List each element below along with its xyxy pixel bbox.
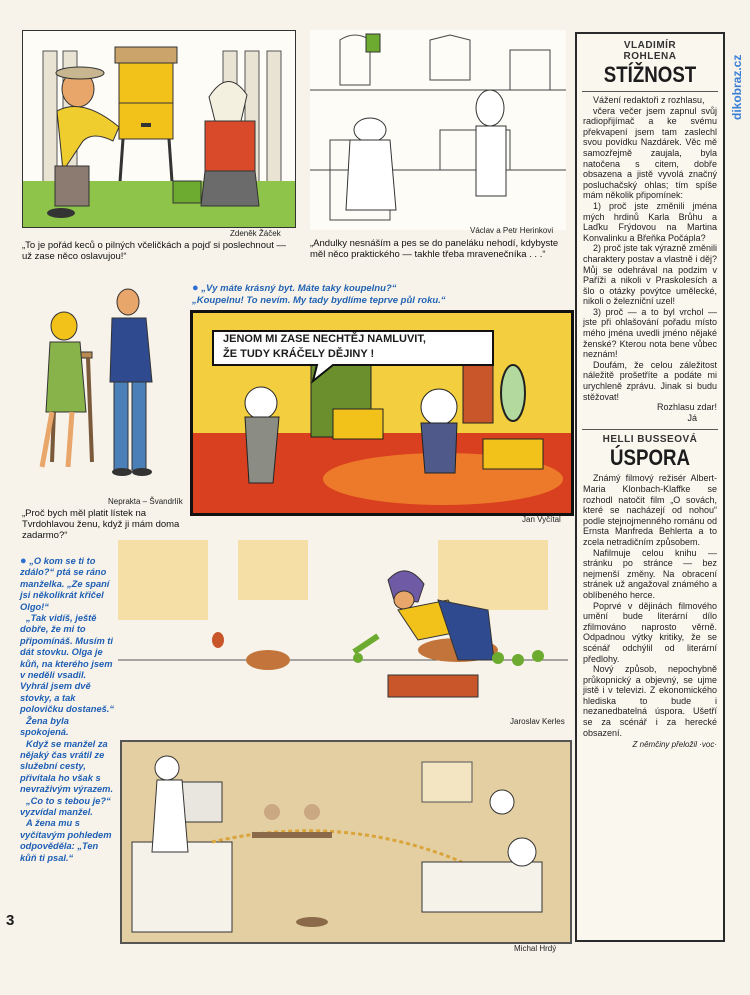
uspora-para-1: Známý filmový režisér Albert-Maria Klonbach-Klaffke se rozhodl natočit film „O sovách, které se nacházejí od nohou“ podle stejnojmenného románu od Ernsta Manfreda Behlerta a to zcela netradičním způsobem. [583,473,717,547]
stiznost-para-4: 2) proč jste tak výrazně změnili charaktery postav a vlastně i děj? Můj se odehrával na podzim v Paříži a nikoli v Praskolesích a šlo o otázky povýtce umělecké, nikoli o železniční uzel! [583,243,717,307]
cartoon-garden [118,540,568,715]
speech-balloon-text-2: ŽE TUDY KRÁČELY DĚJINY ! [223,348,375,360]
story-uspora-body [577,473,723,750]
stiznost-para-3: 1) proč jste změnili jména mých hrdinů Karla Brůhu a Laďku Frýdovou na Martina Konvalinku a Břeňka Počápla? [583,200,717,243]
joke-para-3: Žena byla spokojená. [20,715,69,738]
pub-illustration [122,742,570,942]
text-column [575,32,725,942]
story-title-uspora: ÚSPORA [609,445,691,471]
caption-beekeepers: „To je pořád keců o pilných včeličkách a pojď si poslechnout — už zase něco oslavujou!“ [22,240,287,262]
cartoon-pub [120,740,572,944]
caption-bathroom-line1: „Vy máte krásný byt. Máte taky koupelnu?“ [201,283,397,294]
joke-para-4: Když se manžel za nějaký čas vrátil ze služební cesty, přivítala ho však s nevraživým výrazem. [20,738,114,795]
translator-credit: Z němčiny přeložil ·voc· [632,740,717,750]
credit-hrdy: Michal Hrdý [514,944,557,953]
joke-para-1: „O kom se ti to zdálo?“ ptá se ráno manželka. „Ze spaní jsi několikrát křičel Olgo!“ [20,556,110,612]
bullet-icon: ● [20,555,27,567]
cartoon-beekeepers [22,30,296,228]
stiznost-para-6: Doufám, že celou záležitost náležitě prošetříte a podáte mi urychleně zprávu. Jinak si budu stěžovat! [583,359,717,402]
stiznost-para-5: 3) proč — a to byl vrchol — jste při ohlašování pořadu místo mého jména uvedli jméno nějaké ženské? Kterou nota bene vůbec neznám! [583,306,717,360]
cartoon-petshop [310,30,566,230]
beekeepers-illustration [23,31,295,227]
petshop-illustration [310,30,566,230]
author-busseova: HELLI BUSSEOVÁ [602,434,698,446]
caption-couple: „Proč bych měl platit lístek na Tvrdohlavou ženu, když ji mám doma zadarmo?“ [22,508,180,541]
stiznost-signature: Já [687,412,697,423]
author-last-name: ROHLENA [623,51,677,62]
garden-illustration [118,540,568,715]
credit-vycital: Jan Vyčítal [522,515,561,524]
uspora-para-4: Nový způsob, nepochybně průkopnický a objevný, se ujme jistě i v televizi. Z ekonomického hlediska to bude i nezanedbatelná úspora. Ušetří se za scénář i za herecké obsazení. [583,664,717,738]
cartoon-couple [22,282,182,492]
watermark-dikobraz: dikobraz.cz [730,54,744,120]
bullet-icon: ● [192,282,199,294]
credit-herinkovi: Václav a Petr Herinkovi [470,226,554,235]
credit-neprakta: Neprakta – Švandrlík [108,497,183,506]
page-number: 3 [6,912,15,929]
credit-zacek: Zdeněk Žáček [230,229,281,238]
divider [582,429,718,430]
caption-bathroom-q [192,283,572,294]
couple-illustration [22,282,182,492]
speech-balloon-text-1: JENOM MI ZASE NECHTĚJ NAMLUVIT, [223,333,426,345]
joke-para-5: „Co to s tebou je?“ vyzvídal manžel. [20,795,111,817]
divider [582,91,718,92]
stiznost-closing: Rozhlasu zdar! [656,402,717,413]
uspora-para-2: Nafilmuje celou knihu — stránku po stránce — bez nejmenší změny. Na obracení stránek už angažoval známého a oblíbeného herce. [583,547,717,600]
stiznost-para-2: včera večer jsem zapnul svůj radiopřijímač a ke svému překvapení jsem tam zaslechl svou povídku Nazdárek. Věc mě samozřejmě zaujala, byla natočena s citem, dobře obsazena a jistě vyvolá značný posluchačský ohlas; tím spíše mám několik připomínek: [583,105,717,201]
cartoon-history [190,310,574,516]
story-title-stiznost: STÍŽNOST [603,62,697,87]
caption-bathroom-a: „Koupelnu! To nevím. My tady bydlíme teprve půl roku.“ [192,295,446,306]
joke-para-6: A žena mu s vyčítavým pohledem odpověděla: „Ten kůň ti psal.“ [20,818,112,863]
joke-olga [20,556,116,864]
uspora-para-3: Poprvé v dějinách filmového umění bude literární dílo zfilmováno naprosto věrně. Odpadnou výtky kritiky, že se scénář odchýlil od literární předlohy. [583,600,717,664]
caption-petshop: „Andulky nesnáším a pes se do paneláku nehodí, kdybyste měl něco praktického — takhle třeba mravenečníka . . .“ [310,238,559,260]
stiznost-para-1: Vážení redaktoři z rozhlasu, [593,95,705,105]
story-stiznost-body [577,95,723,423]
credit-kerles: Jaroslav Kerles [510,717,565,726]
author-first-name: VLADIMÍR [623,40,677,51]
joke-para-2: „Tak vidíš, ještě dobře, že mi to připomínáš. Musím ti dát stovku. Olga je kůň, na kterého jsem v neděli vsadil. Vyhrál jsem dvě stovky, a tak polovičku dostaneš.“ [20,613,115,715]
